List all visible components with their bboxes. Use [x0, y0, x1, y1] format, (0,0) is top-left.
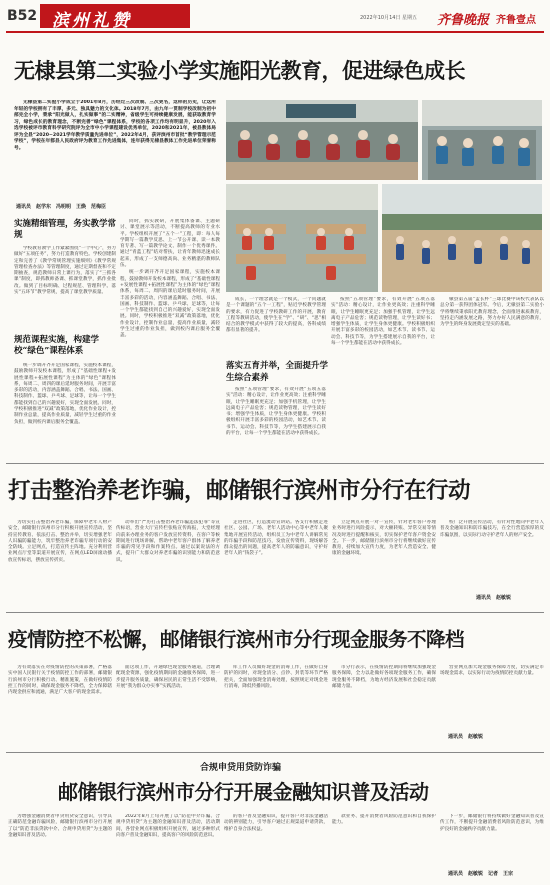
article2-headline: 打击整治养老诈骗，邮储银行滨州市分行在行动	[8, 478, 471, 504]
divider-2	[6, 612, 544, 613]
article3-col5	[440, 665, 544, 731]
article1-headline: 无棣县第二实验小学实施阳光教育，促进绿色成长	[14, 58, 465, 83]
article3-col4-text: 市分行表示，在疫情防控期间将继续加强现金服务保障，全力以赴做好各项现金服务工作，确保现金服务不降档，为地方经济发展和社会稳定贡献邮储力量。	[332, 665, 436, 689]
article1-col5b	[331, 297, 435, 457]
article2-col1-text: 为切实打击整治养老诈骗，保障中老年人财产安全，邮储银行滨州市分行积极开展宣传活动，坚持宣传教育、依法打击、整治并举，切实增强老年人识骗防骗能力，筑牢整治养老诈骗专项行动的安全防线。立足网点，打造宣传主阵地。充分利用营业网点厅堂等渠道开展宣传，在网点LED屏滚动播放宣传标语，摆放宣传折页。	[8, 520, 112, 563]
classroom-photo	[226, 100, 418, 180]
article2-col3	[224, 520, 328, 604]
divider-1	[6, 463, 544, 464]
article1-col2b	[120, 219, 220, 459]
playground-photo	[382, 184, 542, 292]
header-rule	[6, 31, 544, 33]
article4-kicker: 合规申贷用贷防诈骗	[200, 763, 282, 773]
article1-byline: 通讯员 赵学东 冯明明 王焕 范梅臣	[16, 204, 107, 210]
article3-byline: 通讯员 赵敏锐	[448, 734, 484, 740]
article1-col2b-text: 统一步调开齐开足国家课程，实施校本课程，鼓励教师开发校本课程，形成了“基础性课程+发展性课程+拓展性课程”为主体的“绿色”课程体系，每周二、周四的课后延时服务时间，开展丰富多彩的活动，内容涵盖舞蹈、合唱、书法、国画、科技制作、篮球、乒乓球、足球等，让每一个学生都能找到自己的兴趣爱好，实现全面发展。同时，学校积极推进“双减”政策落地，优化作业设计，控制作业总量，提高作业质量，减轻学生过重的作业负担，做到校内课后服务全覆盖。	[120, 270, 220, 339]
article1-col4	[226, 297, 326, 357]
article1-col6	[440, 297, 544, 457]
article3-col3	[224, 665, 328, 747]
article2-col5-text: 校广泛开展宣传活动，有针对性地向中老年人普及金融知识和防诈骗技巧，在全行营造浓厚的反诈骗氛围，以实际行动守护老年人的财产安全。	[440, 520, 544, 538]
article4-col1-text: 为增强金融消费者申贷用贷安全意识，引导其正确防范金融诈骗风险，邮储银行滨州市分行开展了以“防范非法贷款中介、合规申贷用贷”为主题的金融知识普及活动。	[8, 814, 112, 838]
article1-subhead-1: 实施精细管理，务实教学常规	[14, 219, 117, 240]
lab-photo	[422, 100, 542, 180]
article2-col5	[440, 520, 544, 592]
article3-col2	[116, 665, 220, 747]
article1-col2-text: 统一步调开齐开足国家课程，实施校本课程，鼓励教师开发校本课程，形成了“基础性课程+发展性课程+拓展性课程”为主体的“绿色”课程体系，每周二、周四的课后延时服务时间，开展丰富多彩的活动，内容涵盖舞蹈、合唱、书法、国画、科技制作、篮球、乒乓球、足球等，让每一个学生都能找到自己的兴趣爱好，实现全面发展。同时，学校积极推进“双减”政策落地，优化作业设计，控制作业总量，提高作业质量，减轻学生过重的作业负担，做到校内课后服务全覆盖。	[14, 363, 116, 425]
article2-col2-text: 动举出“严厉打击整治养老诈骗违法犯罪”等宣传标语，营业大厅宣传栏张贴宣传海报，大堂经理向前来办理业务的客户发放宣传资料，在客户等候期间进行现场讲解，帮助中老年客户群体了解养老诈骗的常见手段和作案特点。通过以案说法的方式，提升广大群众对养老诈骗的识别能力和防范意识。	[116, 520, 220, 563]
article1-subhead-3: 落实五育并举，全面提升学生综合素养	[226, 361, 329, 383]
article2-col4-text: 立足网点开展一对一宣传，针对老年客户办理业务时进行风险提示，对大额转账、异常交易等情况及时进行提醒和核实，切实保护老年客户资金安全。下一步，邮储银行滨州市分行将继续做好宣传教育，持续加大宣传力度，为老年人营造安全、健康的金融环境。	[332, 520, 436, 557]
page-number: B52	[7, 8, 38, 24]
article3-col1	[8, 665, 112, 747]
page-header	[0, 0, 550, 36]
article2-col1	[8, 520, 112, 604]
article1-subhead-2: 规范课程实施，构建学校“绿色”课程体系	[14, 335, 100, 356]
article2-col4	[332, 520, 436, 604]
article1-intro	[14, 100, 216, 203]
article2-byline: 通讯员 赵敏锐	[476, 595, 512, 601]
article4-col4	[332, 814, 436, 882]
divider-3	[6, 752, 544, 753]
article4-col2	[116, 814, 220, 882]
paper-logo: 齐鲁晚报	[437, 13, 490, 28]
article1-col1	[14, 246, 116, 332]
article2-col3-text: 走进社区，打造流动宣讲站。各支行积极走进社区、公园、广场、老年人活动中心等中老年人聚集地开展宣传活动，组织员工为中老年人讲解常见的诈骗手段和防范技巧，发放宣传资料，现场解答群众提出的问题，提高老年人的防骗意识，守护好老年人的“钱袋子”。	[224, 520, 328, 557]
article4-col5	[440, 814, 544, 868]
article4-headline: 邮储银行滨州市分行开展金融知识普及活动	[58, 780, 429, 804]
desk-photo	[226, 184, 378, 292]
article3-headline: 疫情防控不松懈，邮储银行滨州市分行现金服务不降档	[8, 628, 465, 651]
article1-intro-text: 无棣县第二实验小学成立于2001年8月，历经过三次改制、三次更名，这样的历史，让这所年轻的学校拥有了丰厚，多元、独具魅力的文化体。2018年7月，由九年一贯制学校改制为初中部完全小学，秉承“阳光做人，扎实做事”的二实精神，省级学生可持续健康发展，能获取教育学习，绿色成长的教育理念，不断完善“绿色”课程体系，学校的各项工作均有明显升，2020年入选学校被评市教育科学研究院评为全市中小学课程建设优秀单位，2020和2021年，被县教体局评为全县“2020~2021学年教学质量先进单位”，2022年4月，获评滨州市首批“教学管理示范学校”，学校在年都县人民政府评为教育工作先进集体，连年获得无棣县教体工作先进单位荣誉称号。	[14, 100, 216, 151]
article4-col4-text: 款业务、提升消费者风险防范意识和自我保护能力。	[332, 814, 436, 826]
article4-col2-text: 2022年8月上旬开展了以“防范中介诈骗、合规申贷用贷”为主题的金融知识普及活动，活动期间，各营业网点积极组织开展宣传，通过多种形式向客户普及金融知识，提高客户的风险防范意识。	[116, 814, 220, 838]
issue-date: 2022年10月14日 星期五	[360, 15, 418, 21]
article2-col2	[116, 520, 220, 604]
article1-col5a-text: 按照“五项管理”要求，有效开展“五项五落实”活动：精心设计，让作业更高效；注重科学睡眠，让学生睡眠更充足；加强手机管理，让学生远离电子产品危害；规范读物管理，让学生读好书；增强学生体质，让学生身体更健康。学校积极组织开展丰富多彩的校园活动，如艺术节、读书节、运动会、科技节等，为学生搭建展示自我的平台，让每一个学生都能在活动中获得成长。	[226, 387, 326, 437]
article1-col3-text: 同时，抓实教研，开展集体备课、主题研讨、课堂展示等活动，不断提高教师的专业水平。学校组织开展了“五个一”工程，即：每人每学期写一篇教学反思、上一节公开课、读一本教育专著、写一篇教学论文、制作一个优秀课件。通过“青蓝工程”结对帮扶，让青年教师迅速成长起来，形成了一支师德高尚、业务精湛的教师队伍。	[120, 219, 220, 269]
article4-col3	[224, 814, 328, 882]
article3-col5-text: 营业网点加大现金服务保障力度，切实满足市场现金需求，以实际行动为疫情防控贡献力量。	[440, 665, 544, 677]
article4-byline: 通讯员 赵敏锐 记者 王宗	[448, 871, 514, 877]
article3-col2-text: 面这项工作，开通绿色现金服务通道，合理调配现金资源，强化疫情期间的金融服务保障，进一步提升服务质量，确保居民的正常生活不受影响，开展“我为群众办实事”实践活动。	[116, 665, 220, 689]
section-title: 滨州礼赞	[52, 11, 132, 31]
section-banner	[40, 4, 190, 31]
article1-col5b-text: 按照“五项管理”要求，有效开展“五项五落实”活动：精心设计，让作业更高效；注重科学睡眠，让学生睡眠更充足；加强手机管理，让学生远离电子产品危害；规范读物管理，让学生读好书；增强学生体质，让学生身体更健康。学校积极组织开展丰富多彩的校园活动，如艺术节、读书节、运动会、科技节等，为学生搭建展示自我的平台，让每一个学生都能在活动中获得成长。	[331, 297, 435, 347]
article4-col1	[8, 814, 112, 882]
article3-col1-text: 为有效落实在对疫情防控的决策部署，严格落实中国人民银行关于疫情防控工作的部署，邮储银行滨州市分行积极行动、精准施策，在做好疫情防控工作的同时，确保现金服务不降档，全力保障辖内现金供应和流通，满足广大客户的现金需求。	[8, 665, 112, 696]
article1-col2a	[14, 363, 116, 458]
article3-col3-text: 库工作人员做好现金的消毒工作，在做好自身防护的同时，对现金清分、点钞、封装等环节严格把关，全面加强现金消毒处理，按照规定对现金进行消毒，降低传播风险。	[224, 665, 328, 689]
app-logo: 齐鲁壹点	[496, 15, 536, 26]
article1-col4-text: 成长，一个理念就是一个模式，一个问题就是一个课题的“五个一工程”，贴近学校教学管理的要求，有力促进了学校教研工作的开展，教育工程等教研活动，使学生在“学”、“研”、“思”相结合的教学模式中获得了较大的提高，各科成绩都有显著的提升。	[226, 297, 326, 334]
article4-col5-text: 下一步，邮储银行将持续做好金融知识普及宣传工作，不断提升金融消费者风险防范意识，为维护良好的金融秩序贡献力量。	[440, 814, 544, 832]
article1-col5a	[226, 387, 326, 457]
article1-col6-text: 棣县第五届“孟长杯”三球比赛中该校代表队以总分第一获得团体冠军。今后，无棣县第二实验小学将继续秉承阳光教育理念，全面推进素质教育，坚持走内涵发展之路，努力办好人民满意的教育，为学生的终身发展奠定坚实的基础。	[440, 297, 544, 328]
article1-col1-text: 学校教育教学工作紧紧围绕“一个中心”，努力做好“五项任务”，努力打造教育特色。学校创建制定和完善了《教学常规管理实施细则》《教学常规管理检查办法》等管理制度，通过定期督查和不定期抽查，规范教师日常上课行为，落实了“三抓各课”制度，即抓教师备课、抓课堂教学，抓作业批改。做到了目标明确、过程规范、管理科学。落实“五环节”教学常规，提高了课堂教学质量。	[14, 246, 116, 296]
article4-col3-text: 的客户普及金融知识，提升客户对非法金融活动的辨别能力，引导客户通过正规渠道申请贷款，维护自身合法权益。	[224, 814, 328, 832]
article3-col4	[332, 665, 436, 747]
